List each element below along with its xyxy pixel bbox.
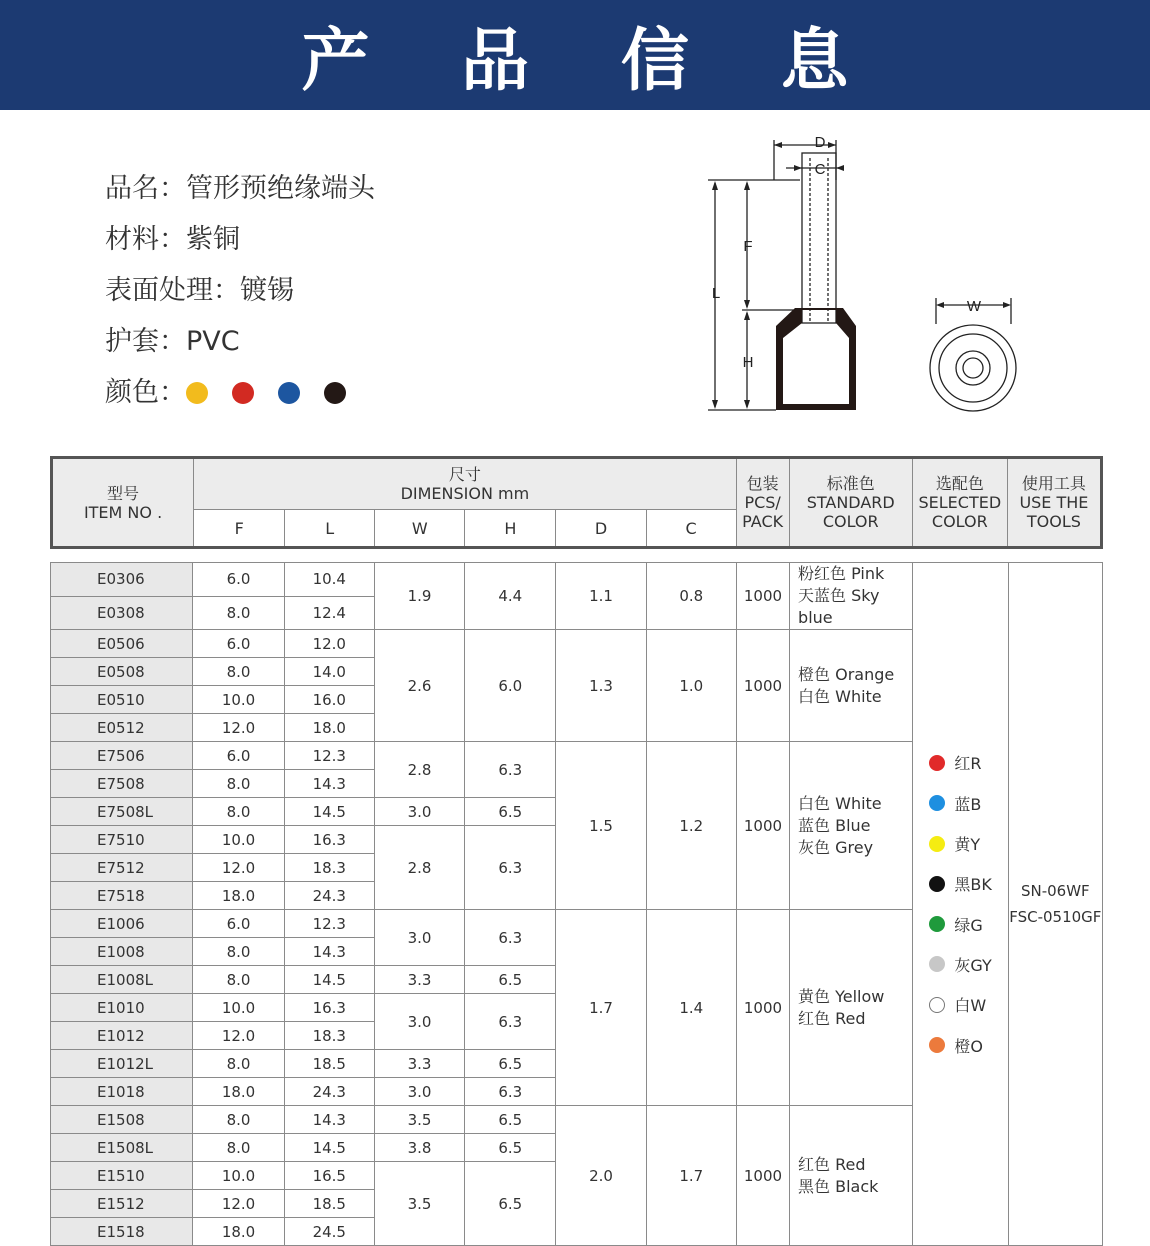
- cell-h: 6.3: [465, 1078, 556, 1106]
- standard-color-line: 黄色 Yellow: [798, 986, 885, 1006]
- cell-f: 8.0: [193, 798, 284, 826]
- cell-pack: 1000: [736, 630, 789, 742]
- page-title: 产 品 信 息: [301, 21, 883, 101]
- d-arrow-right: [828, 142, 836, 148]
- surface-value: 镀锡: [240, 274, 294, 306]
- cell-l: 16.0: [284, 686, 374, 714]
- standard-color-line: 蓝色 Blue: [798, 815, 871, 835]
- selected-color-label: 灰GY: [954, 955, 992, 975]
- cell-f: 8.0: [193, 596, 284, 630]
- cell-standard-color: [790, 910, 913, 1106]
- header-tools: 使用工具 USE THE TOOLS: [1007, 458, 1101, 548]
- product-info: [105, 163, 375, 418]
- cell-l: 14.5: [284, 798, 374, 826]
- sleeve-label: 护套：: [105, 325, 186, 357]
- terminal-dimension-diagram: [690, 128, 1090, 428]
- selected-color-item: [929, 985, 1007, 1025]
- selected-color-item: [929, 904, 1007, 944]
- cell-w: 1.9: [374, 563, 464, 630]
- cell-f: 8.0: [193, 938, 284, 966]
- cell-w: 3.0: [374, 994, 464, 1050]
- product-name-label: 品名：: [105, 172, 186, 204]
- standard-color-line: 粉红色 Pink: [798, 564, 885, 583]
- sleeve-row: [105, 316, 375, 367]
- cell-l: 14.3: [284, 1106, 374, 1134]
- cell-pack: 1000: [736, 563, 789, 630]
- cell-w: 3.0: [374, 910, 464, 966]
- header-pack: 包装 PCS/ PACK: [736, 458, 789, 548]
- w-arrow-right: [1003, 302, 1011, 308]
- cell-c: 1.2: [646, 742, 736, 910]
- label-l: L: [711, 285, 721, 302]
- cell-pack: 1000: [736, 1106, 789, 1246]
- material-label: 材料：: [105, 223, 186, 255]
- cell-c: 0.8: [646, 563, 736, 630]
- cell-item-no: E1012: [51, 1022, 193, 1050]
- c-arrow-left: [794, 165, 802, 171]
- cell-f: 8.0: [193, 658, 284, 686]
- end-view-third-circle: [956, 351, 990, 385]
- cell-f: 8.0: [193, 966, 284, 994]
- cell-item-no: E1018: [51, 1078, 193, 1106]
- color-dot-blue: [278, 382, 300, 404]
- sleeve-value: PVC: [186, 325, 240, 357]
- cell-l: 14.3: [284, 938, 374, 966]
- material-row: [105, 214, 375, 265]
- cell-f: 12.0: [193, 854, 284, 882]
- cell-d: 2.0: [556, 1106, 646, 1246]
- cell-item-no: E0510: [51, 686, 193, 714]
- cell-item-no: E1006: [51, 910, 193, 938]
- cell-pack: 1000: [736, 910, 789, 1106]
- cell-w: 3.5: [374, 1106, 464, 1134]
- standard-color-line: 橙色 Orange: [798, 664, 895, 684]
- cell-w: 3.3: [374, 1050, 464, 1078]
- color-row: [105, 367, 375, 418]
- header-col-d: D: [556, 510, 646, 548]
- cell-d: 1.1: [556, 563, 646, 630]
- selected-color-dot: [929, 1037, 945, 1053]
- cell-l: 18.5: [284, 1190, 374, 1218]
- cell-f: 18.0: [193, 882, 284, 910]
- c-arrow-right: [836, 165, 844, 171]
- color-label: 颜色：: [105, 376, 186, 408]
- cell-l: 16.5: [284, 1162, 374, 1190]
- cell-h: 6.0: [465, 630, 556, 742]
- cell-f: 6.0: [193, 630, 284, 658]
- cell-item-no: E1012L: [51, 1050, 193, 1078]
- cell-w: 3.5: [374, 1162, 464, 1246]
- product-name-value: 管形预绝缘端头: [186, 172, 375, 204]
- cell-item-no: E1510: [51, 1162, 193, 1190]
- cell-selected-colors: [913, 563, 1008, 1246]
- cell-f: 6.0: [193, 910, 284, 938]
- cell-l: 14.5: [284, 966, 374, 994]
- cell-standard-color: [790, 563, 913, 630]
- header-col-w: W: [375, 510, 465, 548]
- cell-item-no: E1518: [51, 1218, 193, 1246]
- cell-w: 2.8: [374, 826, 464, 910]
- table-row: [51, 563, 1103, 597]
- cell-h: 6.5: [465, 1050, 556, 1078]
- cell-item-no: E1512: [51, 1190, 193, 1218]
- surface-row: [105, 265, 375, 316]
- standard-color-line: 红色 Red: [798, 1154, 866, 1174]
- selected-color-label: 黄Y: [954, 835, 981, 855]
- cell-c: 1.0: [646, 630, 736, 742]
- l-arrow-bottom: [712, 400, 718, 409]
- label-d: D: [814, 134, 826, 151]
- selected-color-item: [929, 864, 1007, 904]
- selected-color-label: 红R: [954, 754, 982, 774]
- cell-w: 3.0: [374, 798, 464, 826]
- cell-f: 8.0: [193, 1050, 284, 1078]
- title-banner: [0, 0, 1150, 110]
- cell-l: 18.5: [284, 1050, 374, 1078]
- header-col-f: F: [194, 510, 285, 548]
- cell-h: 6.3: [465, 910, 556, 966]
- cell-d: 1.5: [556, 742, 646, 910]
- surface-label: 表面处理：: [105, 274, 240, 306]
- standard-color-line: 天蓝色 Sky blue: [798, 586, 880, 627]
- cell-w: 3.3: [374, 966, 464, 994]
- cell-h: 6.5: [465, 1162, 556, 1246]
- header-col-l: L: [285, 510, 375, 548]
- color-dot-red: [232, 382, 254, 404]
- selected-color-dot: [929, 836, 945, 852]
- cell-l: 10.4: [284, 563, 374, 597]
- color-dot-yellow: [186, 382, 208, 404]
- selected-color-label: 黑BK: [954, 875, 992, 895]
- label-c: C: [814, 161, 826, 178]
- standard-color-line: 红色 Red: [798, 1008, 866, 1028]
- cell-standard-color: [790, 742, 913, 910]
- label-f: F: [743, 238, 753, 255]
- standard-color-line: 白色 White: [798, 686, 882, 706]
- cell-f: 12.0: [193, 1022, 284, 1050]
- selected-color-dot: [929, 755, 945, 771]
- cell-item-no: E0308: [51, 596, 193, 630]
- cell-item-no: E7508L: [51, 798, 193, 826]
- header-standard-color: 标准色 STANDARD COLOR: [789, 458, 912, 548]
- tool-model: SN-06WF: [1020, 882, 1090, 900]
- cell-f: 6.0: [193, 742, 284, 770]
- f-arrow-bottom: [744, 300, 750, 309]
- cell-item-no: E7508: [51, 770, 193, 798]
- cell-w: 2.8: [374, 742, 464, 798]
- h-arrow-bottom: [744, 400, 750, 409]
- selected-color-dot: [929, 876, 945, 892]
- label-h: H: [742, 354, 754, 371]
- cell-h: 4.4: [465, 563, 556, 630]
- w-arrow-left: [936, 302, 944, 308]
- cell-d: 1.3: [556, 630, 646, 742]
- cell-l: 18.3: [284, 1022, 374, 1050]
- cell-l: 24.5: [284, 1218, 374, 1246]
- cell-h: 6.5: [465, 1134, 556, 1162]
- cell-item-no: E7518: [51, 882, 193, 910]
- cell-w: 2.6: [374, 630, 464, 742]
- spec-table-body: [50, 562, 1103, 1246]
- cell-l: 14.3: [284, 770, 374, 798]
- cell-f: 10.0: [193, 826, 284, 854]
- cell-f: 10.0: [193, 1162, 284, 1190]
- h-arrow-top: [744, 311, 750, 320]
- cell-item-no: E1508L: [51, 1134, 193, 1162]
- cell-w: 3.0: [374, 1078, 464, 1106]
- cell-pack: 1000: [736, 742, 789, 910]
- selected-color-dot: [929, 795, 945, 811]
- cell-c: 1.4: [646, 910, 736, 1106]
- selected-color-label: 橙O: [954, 1036, 983, 1056]
- cell-l: 14.0: [284, 658, 374, 686]
- cell-l: 24.3: [284, 1078, 374, 1106]
- cell-l: 18.3: [284, 854, 374, 882]
- cell-item-no: E0508: [51, 658, 193, 686]
- header-col-h: H: [465, 510, 556, 548]
- cell-item-no: E0506: [51, 630, 193, 658]
- selected-color-dot: [929, 997, 945, 1013]
- selected-color-item: [929, 944, 1007, 984]
- cell-f: 18.0: [193, 1218, 284, 1246]
- f-arrow-top: [744, 181, 750, 190]
- d-arrow-left: [774, 142, 782, 148]
- selected-color-dot: [929, 956, 945, 972]
- selected-color-label: 白W: [954, 996, 987, 1016]
- cell-l: 16.3: [284, 994, 374, 1022]
- cell-h: 6.5: [465, 966, 556, 994]
- cell-f: 8.0: [193, 1106, 284, 1134]
- cell-item-no: E7506: [51, 742, 193, 770]
- cell-f: 12.0: [193, 714, 284, 742]
- cell-l: 14.5: [284, 1134, 374, 1162]
- cell-c: 1.7: [646, 1106, 736, 1246]
- cell-h: 6.5: [465, 1106, 556, 1134]
- terminal-barrel-outline: [802, 153, 836, 323]
- selected-color-item: [929, 1025, 1007, 1065]
- selected-color-item: [929, 743, 1007, 783]
- cell-f: 8.0: [193, 1134, 284, 1162]
- header-dimension: 尺寸 DIMENSION mm: [194, 458, 737, 510]
- standard-color-line: 白色 White: [798, 793, 882, 813]
- l-arrow-top: [712, 181, 718, 190]
- tool-model: FSC-0510GF: [1009, 908, 1102, 926]
- header-item-no: 型号 ITEM NO .: [52, 458, 194, 548]
- selected-color-dot: [929, 916, 945, 932]
- cell-h: 6.3: [465, 826, 556, 910]
- cell-item-no: E0512: [51, 714, 193, 742]
- header-selected-color: 选配色 SELECTED COLOR: [912, 458, 1007, 548]
- standard-color-line: 黑色 Black: [798, 1176, 879, 1196]
- standard-color-line: 灰色 Grey: [798, 837, 874, 857]
- cell-f: 6.0: [193, 563, 284, 597]
- end-view-second-circle: [939, 334, 1007, 402]
- product-name-row: [105, 163, 375, 214]
- cell-item-no: E0306: [51, 563, 193, 597]
- cell-l: 12.4: [284, 596, 374, 630]
- cell-l: 16.3: [284, 826, 374, 854]
- selected-color-label: 绿G: [954, 915, 983, 935]
- color-dot-black: [324, 382, 346, 404]
- cell-l: 12.3: [284, 910, 374, 938]
- cell-item-no: E1508: [51, 1106, 193, 1134]
- cell-standard-color: [790, 1106, 913, 1246]
- selected-color-label: 蓝B: [954, 794, 982, 814]
- cell-f: 12.0: [193, 1190, 284, 1218]
- cell-w: 3.8: [374, 1134, 464, 1162]
- cell-standard-color: [790, 630, 913, 742]
- cell-item-no: E7512: [51, 854, 193, 882]
- cell-item-no: E1008L: [51, 966, 193, 994]
- header-col-c: C: [646, 510, 736, 548]
- material-value: 紫铜: [186, 223, 240, 255]
- cell-f: 8.0: [193, 770, 284, 798]
- cell-l: 12.0: [284, 630, 374, 658]
- cell-l: 18.0: [284, 714, 374, 742]
- selected-color-item: [929, 823, 1007, 863]
- selected-color-item: [929, 783, 1007, 823]
- cell-h: 6.3: [465, 994, 556, 1050]
- cell-l: 12.3: [284, 742, 374, 770]
- end-view-outer-circle: [930, 325, 1016, 411]
- cell-h: 6.5: [465, 798, 556, 826]
- cell-h: 6.3: [465, 742, 556, 798]
- cell-l: 24.3: [284, 882, 374, 910]
- cell-item-no: E1008: [51, 938, 193, 966]
- cell-f: 10.0: [193, 686, 284, 714]
- spec-table-header: [50, 456, 1103, 549]
- cell-tools: [1008, 563, 1102, 1246]
- label-w: W: [966, 298, 982, 315]
- cell-f: 10.0: [193, 994, 284, 1022]
- end-view-inner-circle: [963, 358, 983, 378]
- cell-item-no: E1010: [51, 994, 193, 1022]
- cell-d: 1.7: [556, 910, 646, 1106]
- cell-f: 18.0: [193, 1078, 284, 1106]
- cell-item-no: E7510: [51, 826, 193, 854]
